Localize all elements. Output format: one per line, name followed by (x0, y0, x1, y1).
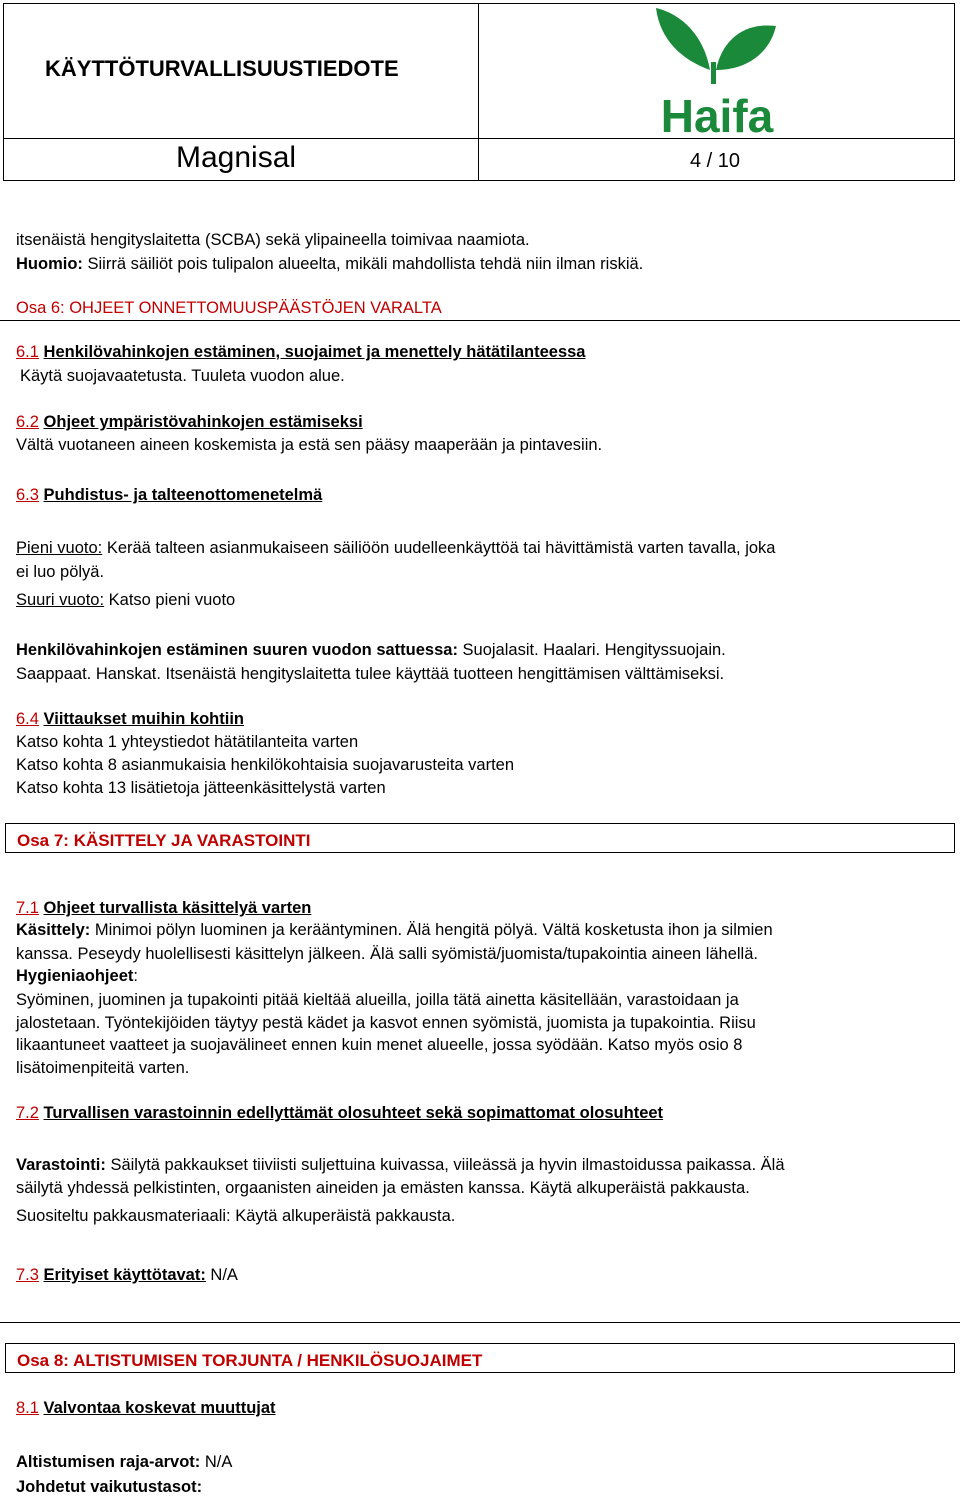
subsection-6-2-heading (16, 412, 363, 432)
large-spill-label: Suuri vuoto: (16, 591, 105, 609)
line-scba: itsenäistä hengityslaitetta (SCBA) sekä ylipaineella toimivaa naamiota. (16, 231, 530, 249)
storage-line-2: säilytä yhdessä pelkistinten, orgaanisten aineiden ja emästen kanssa. Käytä alkuperäistä pakkausta. (16, 1179, 750, 1197)
subsection-7-3-number: 7.3 (16, 1266, 39, 1284)
small-spill-line (16, 538, 775, 558)
subsection-6-2-number: 6.2 (16, 413, 39, 431)
section-6-rule (0, 320, 960, 321)
subsection-6-3-heading (16, 485, 322, 505)
subsection-7-1-title: Ohjeet turvallista käsittelyä varten (43, 899, 312, 917)
subsection-8-1-heading (16, 1398, 276, 1418)
packaging-line: Suositeltu pakkausmateriaali: Käytä alkuperäistä pakkausta. (16, 1207, 456, 1225)
subsection-7-1-heading (16, 898, 311, 918)
subsection-8-1-title: Valvontaa koskevat muuttujat (43, 1399, 276, 1417)
header-divider-horizontal (4, 138, 954, 139)
hygiene-colon: : (133, 967, 138, 985)
subsection-7-1-number: 7.1 (16, 899, 39, 917)
exposure-limits-value: N/A (200, 1453, 233, 1471)
line-note (16, 254, 643, 274)
subsection-8-1-number: 8.1 (16, 1399, 39, 1417)
small-spill-label: Pieni vuoto: (16, 539, 103, 557)
large-spill-protection-line-2: Saappaat. Hanskat. Itsenäistä hengityslaitetta tulee käyttää tuotteen hengittämisen välttämiseksi. (16, 665, 725, 683)
subsection-6-3-number: 6.3 (16, 486, 39, 504)
large-spill-line (16, 590, 235, 610)
subsection-6-2-text: Vältä vuotaneen aineen koskemista ja estä sen pääsy maaperään ja pintavesiin. (16, 436, 603, 454)
document-header (3, 3, 955, 181)
subsection-6-1-text: Käytä suojavaatetusta. Tuuleta vuodon alue. (20, 367, 345, 385)
dnel-label: Johdetut vaikutustasot: (16, 1478, 203, 1496)
logo-leaf-left (656, 8, 710, 70)
subsection-6-1-number: 6.1 (16, 343, 39, 361)
subsection-6-4-heading (16, 709, 244, 729)
hygiene-line-1: Syöminen, juominen ja tupakointi pitää kieltää alueilla, joilla tätä ainetta käsitellään, varastoidaan ja (16, 991, 739, 1009)
section-7-title: Osa 7: KÄSITTELY JA VARASTOINTI (5, 823, 955, 853)
subsection-6-1-heading (16, 342, 585, 362)
hygiene-heading (16, 966, 138, 986)
hygiene-label: Hygieniaohjeet (16, 967, 134, 985)
hygiene-line-3: likaantuneet vaatteet ja suojavälineet ennen kuin menet alueelle, jossa syödään. Katso myös osio 8 (16, 1036, 743, 1054)
logo-text: Haifa (660, 90, 774, 136)
reference-line-1: Katso kohta 1 yhteystiedot hätätilanteita varten (16, 733, 359, 751)
logo-stem (711, 62, 716, 84)
subsection-7-2-heading (16, 1103, 663, 1123)
exposure-limits-label: Altistumisen raja-arvot: (16, 1453, 201, 1471)
subsection-6-3-title: Puhdistus- ja talteenottomenetelmä (43, 486, 323, 504)
storage-text: Säilytä pakkaukset tiiviisti suljettuina kuivassa, viileässä ja hyvin ilmastoidussa paikassa. Älä (105, 1156, 785, 1174)
large-spill-text: Katso pieni vuoto (104, 591, 236, 609)
note-label: Huomio: (16, 255, 83, 273)
handling-line (16, 920, 773, 940)
subsection-7-3-title: Erityiset käyttötavat: (43, 1266, 206, 1284)
product-name: Magnisal (176, 141, 297, 174)
handling-line-2: kanssa. Peseydy huolellisesti käsittelyn jälkeen. Älä salli syömistä/juomista/tupakointia aineen lähellä. (16, 945, 758, 963)
hygiene-line-4: lisätoimenpiteitä varten. (16, 1059, 190, 1077)
subsection-7-3-value: N/A (205, 1266, 238, 1284)
subsection-7-2-number: 7.2 (16, 1104, 39, 1122)
section-6-title: Osa 6: OHJEET ONNETTOMUUSPÄÄSTÖJEN VARALTA (16, 299, 442, 317)
subsection-6-1-title: Henkilövahinkojen estäminen, suojaimet ja menettely hätätilanteessa (43, 343, 586, 361)
header-divider-vertical (478, 4, 479, 180)
exposure-limits-line (16, 1452, 232, 1472)
large-spill-protection-label: Henkilövahinkojen estäminen suuren vuodon sattuessa: (16, 641, 458, 659)
storage-label: Varastointi: (16, 1156, 106, 1174)
small-spill-line-2: ei luo pölyä. (16, 563, 105, 581)
reference-line-3: Katso kohta 13 lisätietoja jätteenkäsittelystä varten (16, 779, 386, 797)
subsection-7-3-heading (16, 1265, 238, 1285)
document-title: KÄYTTÖTURVALLISUUSTIEDOTE (45, 56, 399, 81)
storage-line (16, 1155, 785, 1175)
small-spill-text: Kerää talteen asianmukaiseen säiliöön uudelleenkäyttöä tai hävittämistä varten tavalla, joka (102, 539, 776, 557)
haifa-logo (652, 0, 782, 136)
handling-label: Käsittely: (16, 921, 91, 939)
large-spill-protection-line (16, 640, 726, 660)
subsection-6-2-title: Ohjeet ympäristövahinkojen estämiseksi (43, 413, 363, 431)
subsection-7-2-title: Turvallisen varastoinnin edellyttämät olosuhteet sekä sopimattomat olosuhteet (43, 1104, 664, 1122)
note-text: Siirrä säiliöt pois tulipalon alueelta, mikäli mahdollista tehdä niin ilman riskiä. (82, 255, 644, 273)
reference-line-2: Katso kohta 8 asianmukaisia henkilökohtaisia suojavarusteita varten (16, 756, 515, 774)
hygiene-line-2: jalostetaan. Työntekijöiden täytyy pestä kädet ja kasvot ennen syömistä, juomista ja tupakointia. Riisu (16, 1014, 756, 1032)
section-8-top-rule (0, 1322, 960, 1323)
subsection-6-4-title: Viittaukset muihin kohtiin (43, 710, 244, 728)
logo-leaf-right (716, 25, 776, 70)
large-spill-protection-text: Suojalasit. Haalari. Hengityssuojain. (457, 641, 726, 659)
page-number: 4 / 10 (690, 150, 741, 172)
handling-text: Minimoi pölyn luominen ja kerääntyminen. Älä hengitä pölyä. Vältä kosketusta ihon ja silmien (90, 921, 773, 939)
section-8-title: Osa 8: ALTISTUMISEN TORJUNTA / HENKILÖSUOJAIMET (5, 1343, 955, 1373)
subsection-6-4-number: 6.4 (16, 710, 39, 728)
